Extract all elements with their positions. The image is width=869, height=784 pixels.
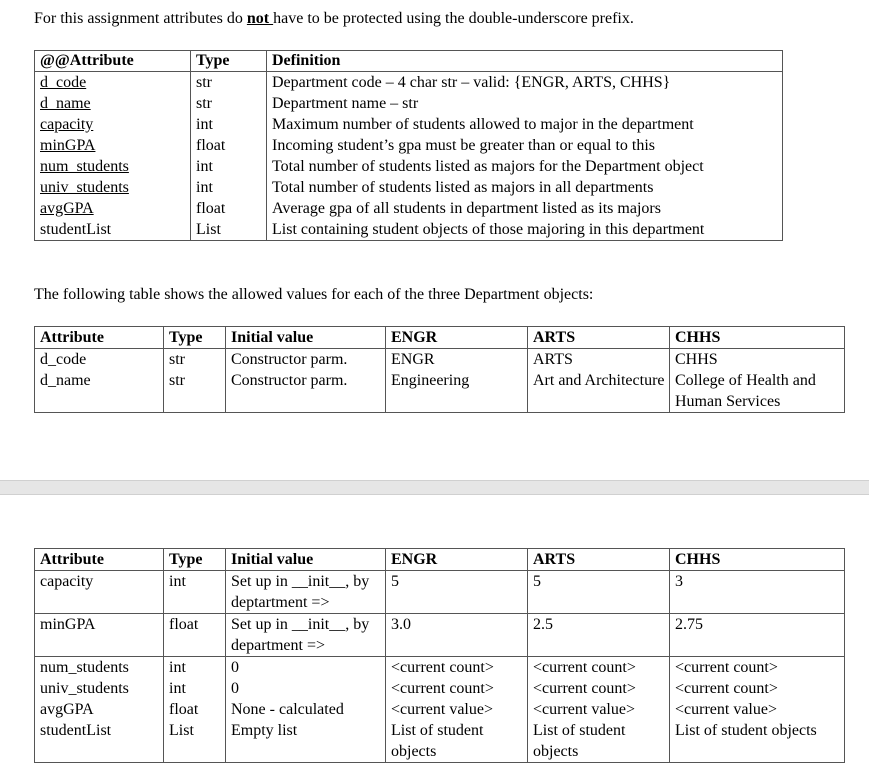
- cell-definition: Incoming student’s gpa must be greater than or equal to this: [267, 135, 783, 156]
- table-row: [35, 699, 845, 720]
- cell-chhs: <current count>: [670, 657, 845, 679]
- cell-attribute: d_code: [35, 349, 164, 371]
- cell-type: str: [191, 72, 267, 94]
- cell-attribute: d_name: [35, 370, 164, 413]
- table-header-row: [35, 327, 845, 349]
- cell-arts: 2.5: [528, 614, 670, 657]
- cell-chhs: College of Health and Human Services: [670, 370, 845, 413]
- cell-initial-value: None - calculated: [226, 699, 386, 720]
- cell-initial-value: Set up in __init__, by deptartment =>: [226, 571, 386, 614]
- cell-arts: <current value>: [528, 699, 670, 720]
- table-row: [35, 219, 783, 241]
- cell-engr: <current count>: [386, 678, 528, 699]
- cell-arts: List of student objects: [528, 720, 670, 763]
- cell-definition: Total number of students listed as majors for the Department object: [267, 156, 783, 177]
- cell-arts: ARTS: [528, 349, 670, 371]
- cell-chhs: <current count>: [670, 678, 845, 699]
- cell-attribute: num_students: [35, 657, 164, 679]
- header-arts: ARTS: [528, 327, 670, 349]
- table-row: [35, 349, 845, 371]
- header-initial-value: Initial value: [226, 327, 386, 349]
- cell-type: float: [164, 614, 226, 657]
- header-chhs: CHHS: [670, 549, 845, 571]
- header-initial-value: Initial value: [226, 549, 386, 571]
- cell-initial-value: Constructor parm.: [226, 370, 386, 413]
- cell-attribute: univ_students: [35, 678, 164, 699]
- cell-type: float: [191, 135, 267, 156]
- table-row: [35, 93, 783, 114]
- cell-engr: 5: [386, 571, 528, 614]
- cell-definition: Department name – str: [267, 93, 783, 114]
- cell-type: List: [191, 219, 267, 241]
- cell-chhs: CHHS: [670, 349, 845, 371]
- cell-attribute: d_code: [35, 72, 191, 94]
- intro-text-after: have to be protected using the double-underscore prefix.: [273, 10, 634, 27]
- table-row: [35, 571, 845, 614]
- cell-type: List: [164, 720, 226, 763]
- cell-type: float: [191, 198, 267, 219]
- header-chhs: CHHS: [670, 327, 845, 349]
- cell-type: str: [191, 93, 267, 114]
- cell-arts: 5: [528, 571, 670, 614]
- table-row: [35, 114, 783, 135]
- table-header-row: [35, 51, 783, 72]
- cell-initial-value: Set up in __init__, by department =>: [226, 614, 386, 657]
- header-attribute: @@Attribute: [35, 51, 191, 72]
- cell-chhs: List of student objects: [670, 720, 845, 763]
- cell-attribute: minGPA: [35, 135, 191, 156]
- cell-arts: <current count>: [528, 657, 670, 679]
- cell-attribute: capacity: [35, 571, 164, 614]
- department-values-table: [34, 326, 845, 413]
- header-engr: ENGR: [386, 327, 528, 349]
- table-row: [35, 678, 845, 699]
- table-row: [35, 177, 783, 198]
- cell-definition: Total number of students listed as majors in all departments: [267, 177, 783, 198]
- cell-engr: Engineering: [386, 370, 528, 413]
- cell-attribute: avgGPA: [35, 198, 191, 219]
- cell-type: str: [164, 370, 226, 413]
- intro-text-before: For this assignment attributes do: [34, 10, 247, 27]
- cell-engr: <current count>: [386, 657, 528, 679]
- cell-type: int: [164, 678, 226, 699]
- attribute-definition-table: [34, 50, 783, 241]
- cell-attribute: d_name: [35, 93, 191, 114]
- cell-attribute: minGPA: [35, 614, 164, 657]
- header-type: Type: [191, 51, 267, 72]
- page-break-divider: [0, 480, 869, 495]
- table-row: [35, 72, 783, 94]
- cell-type: str: [164, 349, 226, 371]
- cell-type: int: [191, 156, 267, 177]
- table-row: [35, 198, 783, 219]
- cell-definition: List containing student objects of those majoring in this department: [267, 219, 783, 241]
- cell-chhs: <current value>: [670, 699, 845, 720]
- header-engr: ENGR: [386, 549, 528, 571]
- intro-paragraph: [34, 10, 634, 28]
- table-row: [35, 156, 783, 177]
- cell-initial-value: Empty list: [226, 720, 386, 763]
- department-setup-table: [34, 548, 845, 763]
- cell-attribute: studentList: [35, 720, 164, 763]
- cell-definition: Maximum number of students allowed to major in the department: [267, 114, 783, 135]
- header-definition: Definition: [267, 51, 783, 72]
- cell-initial-value: 0: [226, 678, 386, 699]
- cell-type: int: [191, 177, 267, 198]
- cell-type: int: [164, 571, 226, 614]
- cell-initial-value: Constructor parm.: [226, 349, 386, 371]
- cell-type: int: [164, 657, 226, 679]
- cell-chhs: 3: [670, 571, 845, 614]
- cell-arts: <current count>: [528, 678, 670, 699]
- cell-engr: <current value>: [386, 699, 528, 720]
- header-type: Type: [164, 549, 226, 571]
- table-row: [35, 657, 845, 679]
- cell-attribute: num_students: [35, 156, 191, 177]
- table-header-row: [35, 549, 845, 571]
- cell-initial-value: 0: [226, 657, 386, 679]
- cell-definition: Average gpa of all students in department listed as its majors: [267, 198, 783, 219]
- cell-engr: 3.0: [386, 614, 528, 657]
- table-row: [35, 614, 845, 657]
- cell-type: int: [191, 114, 267, 135]
- header-attribute: Attribute: [35, 327, 164, 349]
- cell-attribute: univ_students: [35, 177, 191, 198]
- cell-arts: Art and Architecture: [528, 370, 670, 413]
- header-type: Type: [164, 327, 226, 349]
- table-row: [35, 720, 845, 763]
- header-attribute: Attribute: [35, 549, 164, 571]
- cell-definition: Department code – 4 char str – valid: {ENGR, ARTS, CHHS}: [267, 72, 783, 94]
- cell-attribute: studentList: [35, 219, 191, 241]
- cell-chhs: 2.75: [670, 614, 845, 657]
- intro-emphasis: not: [246, 10, 274, 27]
- cell-engr: ENGR: [386, 349, 528, 371]
- cell-attribute: capacity: [35, 114, 191, 135]
- header-arts: ARTS: [528, 549, 670, 571]
- table-row: [35, 370, 845, 413]
- table-row: [35, 135, 783, 156]
- cell-engr: List of student objects: [386, 720, 528, 763]
- cell-type: float: [164, 699, 226, 720]
- cell-attribute: avgGPA: [35, 699, 164, 720]
- allowed-values-paragraph: The following table shows the allowed values for each of the three Department objects:: [34, 286, 594, 303]
